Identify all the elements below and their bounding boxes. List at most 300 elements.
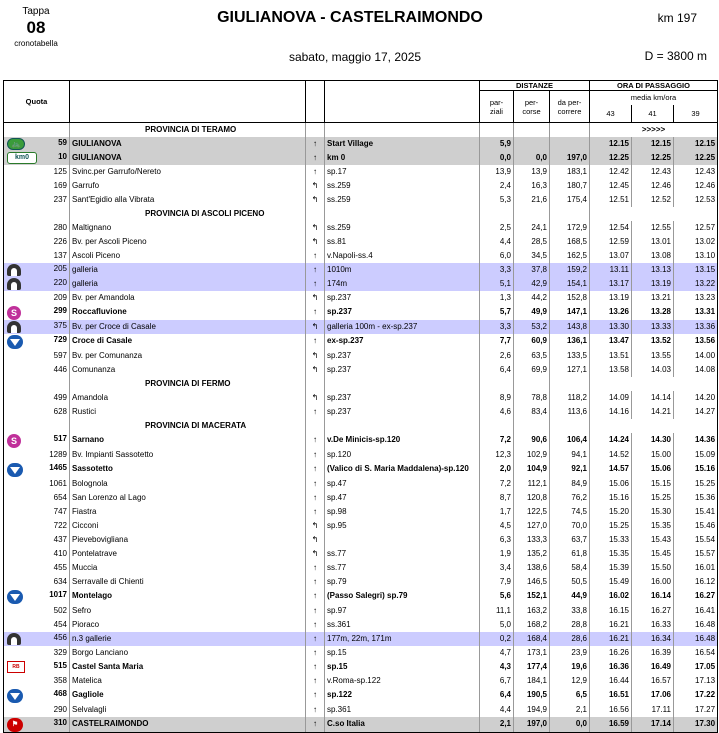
quota-cell: 468 [4, 688, 70, 703]
parziali-cell: 3,3 [480, 320, 514, 334]
percorse-cell: 184,1 [514, 674, 550, 688]
road-cell: ss.361 [325, 618, 480, 632]
time-43-cell: 12.42 [590, 165, 632, 179]
tunnel-icon [7, 264, 21, 276]
da-percorrere-cell: 28,8 [550, 618, 590, 632]
road-cell: v.Roma-sp.122 [325, 674, 480, 688]
road-cell [325, 533, 480, 547]
time-41-cell: 16.57 [632, 674, 674, 688]
da-percorrere-cell: 118,2 [550, 391, 590, 405]
table-row [4, 533, 718, 547]
location-cell: n.3 gallerie [70, 632, 306, 646]
time-41-cell: 13.19 [632, 277, 674, 291]
quota-cell: 722 [4, 519, 70, 533]
time-39-cell: 15.25 [674, 477, 718, 491]
location-cell: GIULIANOVA [70, 151, 306, 165]
da-percorrere-cell: 147,1 [550, 305, 590, 320]
time-43-cell: 14.16 [590, 405, 632, 419]
road-cell: ss.259 [325, 179, 480, 193]
table-row [4, 305, 718, 320]
table-row [4, 505, 718, 519]
location-cell: Rustici [70, 405, 306, 419]
quota-cell: 205 [4, 263, 70, 277]
parziali-cell: 5,3 [480, 193, 514, 207]
table-row [4, 632, 718, 646]
time-39-cell: 15.46 [674, 519, 718, 533]
stage-km: km 197 [657, 11, 697, 25]
time-41-cell: 14.30 [632, 433, 674, 448]
location-cell: Sarnano [70, 433, 306, 448]
quota-cell: 446 [4, 363, 70, 377]
road-cell: sp.15 [325, 646, 480, 660]
location-cell: Serravalle di Chienti [70, 575, 306, 589]
table-row [4, 462, 718, 477]
percorse-cell: 133,3 [514, 533, 550, 547]
quota-cell: 1061 [4, 477, 70, 491]
province-row [4, 123, 718, 137]
time-43-cell: 14.52 [590, 448, 632, 462]
direction-cell: ↰ [306, 547, 325, 561]
road-cell: sp.237 [325, 363, 480, 377]
time-41-cell: 12.15 [632, 137, 674, 151]
da-percorrere-cell: 154,1 [550, 277, 590, 291]
time-43-cell: 15.16 [590, 491, 632, 505]
direction-cell: ↑ [306, 703, 325, 717]
table-row [4, 405, 718, 419]
da-percorrere-cell: 28,6 [550, 632, 590, 646]
da-percorrere-cell: 19,6 [550, 660, 590, 674]
location-cell: GIULIANOVA [70, 137, 306, 151]
road-cell: galleria 100m - ex-sp.237 [325, 320, 480, 334]
finish-icon: ⚑ [7, 718, 23, 732]
direction-cell: ↑ [306, 505, 325, 519]
table-row [4, 193, 718, 207]
time-43-cell: 13.58 [590, 363, 632, 377]
location-cell: galleria [70, 277, 306, 291]
quota-cell: 209 [4, 291, 70, 305]
percorse-cell: 24,1 [514, 221, 550, 235]
da-percorrere-cell: 23,9 [550, 646, 590, 660]
time-41-cell: 17.14 [632, 717, 674, 733]
direction-cell: ↑ [306, 448, 325, 462]
road-cell: sp.79 [325, 575, 480, 589]
parziali-cell: 5,6 [480, 589, 514, 604]
direction-cell: ↑ [306, 618, 325, 632]
time-43-cell: 16.15 [590, 604, 632, 618]
quota-cell: 358 [4, 674, 70, 688]
time-41-cell: 15.25 [632, 491, 674, 505]
time-43-cell: 12.54 [590, 221, 632, 235]
table-row [4, 604, 718, 618]
percorse-cell: 122,5 [514, 505, 550, 519]
parziali-cell: 7,2 [480, 477, 514, 491]
parziali-cell: 4,4 [480, 703, 514, 717]
direction-cell: ↑ [306, 277, 325, 291]
location-cell: Garrufo [70, 179, 306, 193]
location-cell: Amandola [70, 391, 306, 405]
road-cell: (Passo Salegri) sp.79 [325, 589, 480, 604]
da-percorrere-cell: 175,4 [550, 193, 590, 207]
time-43-cell: 15.06 [590, 477, 632, 491]
location-cell: Sassotetto [70, 462, 306, 477]
direction-cell: ↰ [306, 179, 325, 193]
da-percorrere-cell: 127,1 [550, 363, 590, 377]
parziali-cell: 5,9 [480, 137, 514, 151]
table-row [4, 618, 718, 632]
time-41-cell: 14.14 [632, 391, 674, 405]
time-41-cell: 15.45 [632, 547, 674, 561]
province-note [590, 419, 718, 433]
quota-cell: 628 [4, 405, 70, 419]
quota-cell: 437 [4, 533, 70, 547]
quota-cell: 329 [4, 646, 70, 660]
parziali-cell: 3,3 [480, 263, 514, 277]
location-cell: Bv. per Croce di Casale [70, 320, 306, 334]
time-43-cell: 16.51 [590, 688, 632, 703]
time-41-cell: 12.55 [632, 221, 674, 235]
time-39-cell: 16.54 [674, 646, 718, 660]
time-43-cell: 12.45 [590, 179, 632, 193]
time-43-cell: 15.25 [590, 519, 632, 533]
location-cell: Gagliole [70, 688, 306, 703]
time-39-cell: 13.31 [674, 305, 718, 320]
quota-cell: 137 [4, 249, 70, 263]
percorse-cell: 28,5 [514, 235, 550, 249]
time-39-cell: 17.22 [674, 688, 718, 703]
da-percorrere-cell: 183,1 [550, 165, 590, 179]
percorse-header: per- corse [514, 91, 550, 123]
time-41-cell: 12.46 [632, 179, 674, 193]
gpm-icon [7, 463, 23, 477]
direction-cell: ↑ [306, 249, 325, 263]
quota-cell: ⚑ 310 [4, 717, 70, 733]
percorse-cell: 60,9 [514, 334, 550, 349]
tunnel-icon [7, 321, 21, 333]
location-cell: Croce di Casale [70, 334, 306, 349]
ora-passaggio-header: ORA DI PASSAGGIO [590, 81, 718, 91]
road-cell: (Valico di S. Maria Maddalena)-sp.120 [325, 462, 480, 477]
percorse-cell: 146,5 [514, 575, 550, 589]
media-header: media km/ora [590, 91, 718, 105]
time-39-cell: 13.56 [674, 334, 718, 349]
table-row [4, 235, 718, 249]
time-43-cell: 13.11 [590, 263, 632, 277]
da-percorrere-cell: 133,5 [550, 349, 590, 363]
percorse-cell: 69,9 [514, 363, 550, 377]
table-row [4, 646, 718, 660]
quota-cell: 1465 [4, 462, 70, 477]
province-name: PROVINCIA DI FERMO [70, 377, 306, 391]
quota-cell: 226 [4, 235, 70, 249]
table-row [4, 717, 718, 733]
table-row [4, 660, 718, 674]
percorse-cell: 127,0 [514, 519, 550, 533]
table-row [4, 263, 718, 277]
road-cell: sp.122 [325, 688, 480, 703]
tunnel-icon [7, 633, 21, 645]
direction-cell: ↑ [306, 462, 325, 477]
location-cell: Svinc.per Garrufo/Nereto [70, 165, 306, 179]
table-row [4, 137, 718, 151]
table-row [4, 277, 718, 291]
direction-cell: ↑ [306, 660, 325, 674]
percorse-cell: 102,9 [514, 448, 550, 462]
km0-icon: km0 [7, 152, 37, 164]
da-percorrere-cell [550, 137, 590, 151]
table-row [4, 165, 718, 179]
road-cell: 177m, 22m, 171m [325, 632, 480, 646]
location-cell: Roccafluvione [70, 305, 306, 320]
time-43-cell: 13.51 [590, 349, 632, 363]
location-cell: Selvalagli [70, 703, 306, 717]
road-cell: sp.120 [325, 448, 480, 462]
time-39-cell: 13.22 [674, 277, 718, 291]
time-39-cell: 15.09 [674, 448, 718, 462]
parziali-cell: 5,1 [480, 277, 514, 291]
quota-cell: S 517 [4, 433, 70, 448]
time-39-cell: 13.10 [674, 249, 718, 263]
time-39-cell: 12.15 [674, 137, 718, 151]
time-39-cell: 15.57 [674, 547, 718, 561]
percorse-cell: 197,0 [514, 717, 550, 733]
time-41-cell: 16.00 [632, 575, 674, 589]
parziali-cell: 6,7 [480, 674, 514, 688]
quota-cell: 454 [4, 618, 70, 632]
time-43-cell: 16.56 [590, 703, 632, 717]
direction-cell: ↑ [306, 305, 325, 320]
quota-cell: 455 [4, 561, 70, 575]
da-percorrere-cell: 180,7 [550, 179, 590, 193]
stage-title: GIULIANOVA - CASTELRAIMONDO [217, 9, 483, 26]
percorse-cell: 13,9 [514, 165, 550, 179]
time-43-cell: 16.59 [590, 717, 632, 733]
direction-cell: ↰ [306, 391, 325, 405]
time-41-cell: 14.03 [632, 363, 674, 377]
time-43-cell: 13.26 [590, 305, 632, 320]
percorse-cell: 177,4 [514, 660, 550, 674]
road-cell: sp.237 [325, 391, 480, 405]
time-41-cell: 16.27 [632, 604, 674, 618]
parziali-cell: 2,5 [480, 221, 514, 235]
direction-cell: ↑ [306, 688, 325, 703]
percorse-cell: 44,2 [514, 291, 550, 305]
province-name: PROVINCIA DI ASCOLI PICENO [70, 207, 306, 221]
speed-39-header: 39 [674, 105, 718, 123]
gpm-icon [7, 335, 23, 349]
tunnel-icon [7, 278, 21, 290]
table-row [4, 561, 718, 575]
direction-cell: ↑ [306, 646, 325, 660]
road-cell: Start Village [325, 137, 480, 151]
quota-cell: 654 [4, 491, 70, 505]
location-cell: Montelago [70, 589, 306, 604]
location-cell: San Lorenzo al Lago [70, 491, 306, 505]
da-percorrere-cell: 74,5 [550, 505, 590, 519]
percorse-cell: 83,4 [514, 405, 550, 419]
parziali-cell: 0,2 [480, 632, 514, 646]
location-cell: Bv. per Amandola [70, 291, 306, 305]
direction-cell: ↑ [306, 151, 325, 165]
time-43-cell: 15.39 [590, 561, 632, 575]
time-39-cell: 13.36 [674, 320, 718, 334]
direction-cell: ↑ [306, 717, 325, 733]
province-name: PROVINCIA DI TERAMO [70, 123, 306, 137]
time-41-cell: 13.13 [632, 263, 674, 277]
time-43-cell: 16.26 [590, 646, 632, 660]
parziali-cell: 4,3 [480, 660, 514, 674]
time-39-cell: 15.36 [674, 491, 718, 505]
direction-cell: ↰ [306, 235, 325, 249]
percorse-cell [514, 137, 550, 151]
percorse-cell: 163,2 [514, 604, 550, 618]
quota-cell: S 299 [4, 305, 70, 320]
parziali-cell: 1,3 [480, 291, 514, 305]
time-43-cell: 13.07 [590, 249, 632, 263]
location-cell: Sant'Egidio alla Vibrata [70, 193, 306, 207]
percorse-cell: 168,2 [514, 618, 550, 632]
time-41-cell: 13.21 [632, 291, 674, 305]
road-cell: ss.77 [325, 561, 480, 575]
percorse-cell: 120,8 [514, 491, 550, 505]
time-41-cell: 15.06 [632, 462, 674, 477]
da-percorrere-cell: 33,8 [550, 604, 590, 618]
table-row [4, 391, 718, 405]
quota-cell: 456 [4, 632, 70, 646]
quota-cell: RB 515 [4, 660, 70, 674]
start-village-icon: 🚲 [7, 138, 25, 150]
time-39-cell: 14.00 [674, 349, 718, 363]
gpm-icon [7, 590, 23, 604]
direction-cell: ↰ [306, 291, 325, 305]
time-43-cell: 14.57 [590, 462, 632, 477]
time-39-cell: 16.41 [674, 604, 718, 618]
parziali-cell: 2,6 [480, 349, 514, 363]
da-percorrere-cell: 113,6 [550, 405, 590, 419]
time-39-cell: 16.48 [674, 618, 718, 632]
quota-cell: 1017 [4, 589, 70, 604]
time-43-cell: 13.19 [590, 291, 632, 305]
location-cell: Fiastra [70, 505, 306, 519]
time-41-cell: 13.55 [632, 349, 674, 363]
quota-cell: 125 [4, 165, 70, 179]
time-39-cell: 17.27 [674, 703, 718, 717]
time-43-cell: 16.21 [590, 632, 632, 646]
direction-cell: ↰ [306, 221, 325, 235]
time-39-cell: 12.25 [674, 151, 718, 165]
road-cell: sp.47 [325, 491, 480, 505]
time-43-cell: 13.17 [590, 277, 632, 291]
location-cell: Castel Santa Maria [70, 660, 306, 674]
table-row [4, 575, 718, 589]
da-percorrere-cell: 70,0 [550, 519, 590, 533]
time-43-cell: 14.24 [590, 433, 632, 448]
table-row [4, 477, 718, 491]
parziali-cell: 5,0 [480, 618, 514, 632]
percorse-cell: 78,8 [514, 391, 550, 405]
time-39-cell: 16.12 [674, 575, 718, 589]
da-percorrere-cell: 44,9 [550, 589, 590, 604]
direction-cell: ↑ [306, 137, 325, 151]
percorse-cell: 53,2 [514, 320, 550, 334]
percorse-cell: 190,5 [514, 688, 550, 703]
time-41-cell: 13.33 [632, 320, 674, 334]
da-percorrere-cell: 168,5 [550, 235, 590, 249]
direction-cell: ↑ [306, 589, 325, 604]
percorse-cell: 21,6 [514, 193, 550, 207]
sprint-icon: S [7, 306, 21, 320]
time-41-cell: 15.50 [632, 561, 674, 575]
time-41-cell: 13.28 [632, 305, 674, 320]
time-39-cell: 14.27 [674, 405, 718, 419]
road-cell: v.Napoli-ss.4 [325, 249, 480, 263]
road-cell: ss.81 [325, 235, 480, 249]
time-39-cell: 12.53 [674, 193, 718, 207]
parziali-cell: 13,9 [480, 165, 514, 179]
table-row [4, 249, 718, 263]
road-cell: sp.98 [325, 505, 480, 519]
time-39-cell: 12.57 [674, 221, 718, 235]
table-row [4, 291, 718, 305]
percorse-cell: 37,8 [514, 263, 550, 277]
location-cell: Ascoli Piceno [70, 249, 306, 263]
time-43-cell: 16.02 [590, 589, 632, 604]
time-39-cell: 16.27 [674, 589, 718, 604]
time-39-cell: 16.01 [674, 561, 718, 575]
timetable [3, 80, 718, 733]
direction-cell: ↑ [306, 632, 325, 646]
time-41-cell: 13.08 [632, 249, 674, 263]
parziali-cell: 8,7 [480, 491, 514, 505]
road-cell: C.so Italia [325, 717, 480, 733]
time-39-cell: 17.13 [674, 674, 718, 688]
direction-cell: ↑ [306, 165, 325, 179]
speed-43-header: 43 [590, 105, 632, 123]
time-41-cell: 12.43 [632, 165, 674, 179]
percorse-cell: 90,6 [514, 433, 550, 448]
location-cell: Pievebovigliana [70, 533, 306, 547]
table-row [4, 674, 718, 688]
road-cell: sp.17 [325, 165, 480, 179]
quota-cell: 290 [4, 703, 70, 717]
quota-cell: 410 [4, 547, 70, 561]
quota-cell: km0 10 [4, 151, 70, 165]
table-row [4, 688, 718, 703]
percorse-cell: 104,9 [514, 462, 550, 477]
quota-cell: 237 [4, 193, 70, 207]
time-43-cell: 15.35 [590, 547, 632, 561]
location-cell: Bolognola [70, 477, 306, 491]
direction-cell: ↰ [306, 533, 325, 547]
location-cell: Matelica [70, 674, 306, 688]
time-41-cell: 17.06 [632, 688, 674, 703]
province-note [590, 207, 718, 221]
province-row [4, 207, 718, 221]
time-39-cell: 13.23 [674, 291, 718, 305]
table-row [4, 320, 718, 334]
parziali-cell: 7,9 [480, 575, 514, 589]
time-43-cell: 12.25 [590, 151, 632, 165]
time-39-cell: 13.02 [674, 235, 718, 249]
da-percorrere-cell: 94,1 [550, 448, 590, 462]
da-percorrere-cell: 197,0 [550, 151, 590, 165]
direction-cell: ↑ [306, 674, 325, 688]
parziali-cell: 11,1 [480, 604, 514, 618]
da-percorrere-cell: 76,2 [550, 491, 590, 505]
time-43-cell: 12.59 [590, 235, 632, 249]
direction-cell: ↰ [306, 363, 325, 377]
direction-cell: ↰ [306, 320, 325, 334]
quota-cell: 🚲 59 [4, 137, 70, 151]
